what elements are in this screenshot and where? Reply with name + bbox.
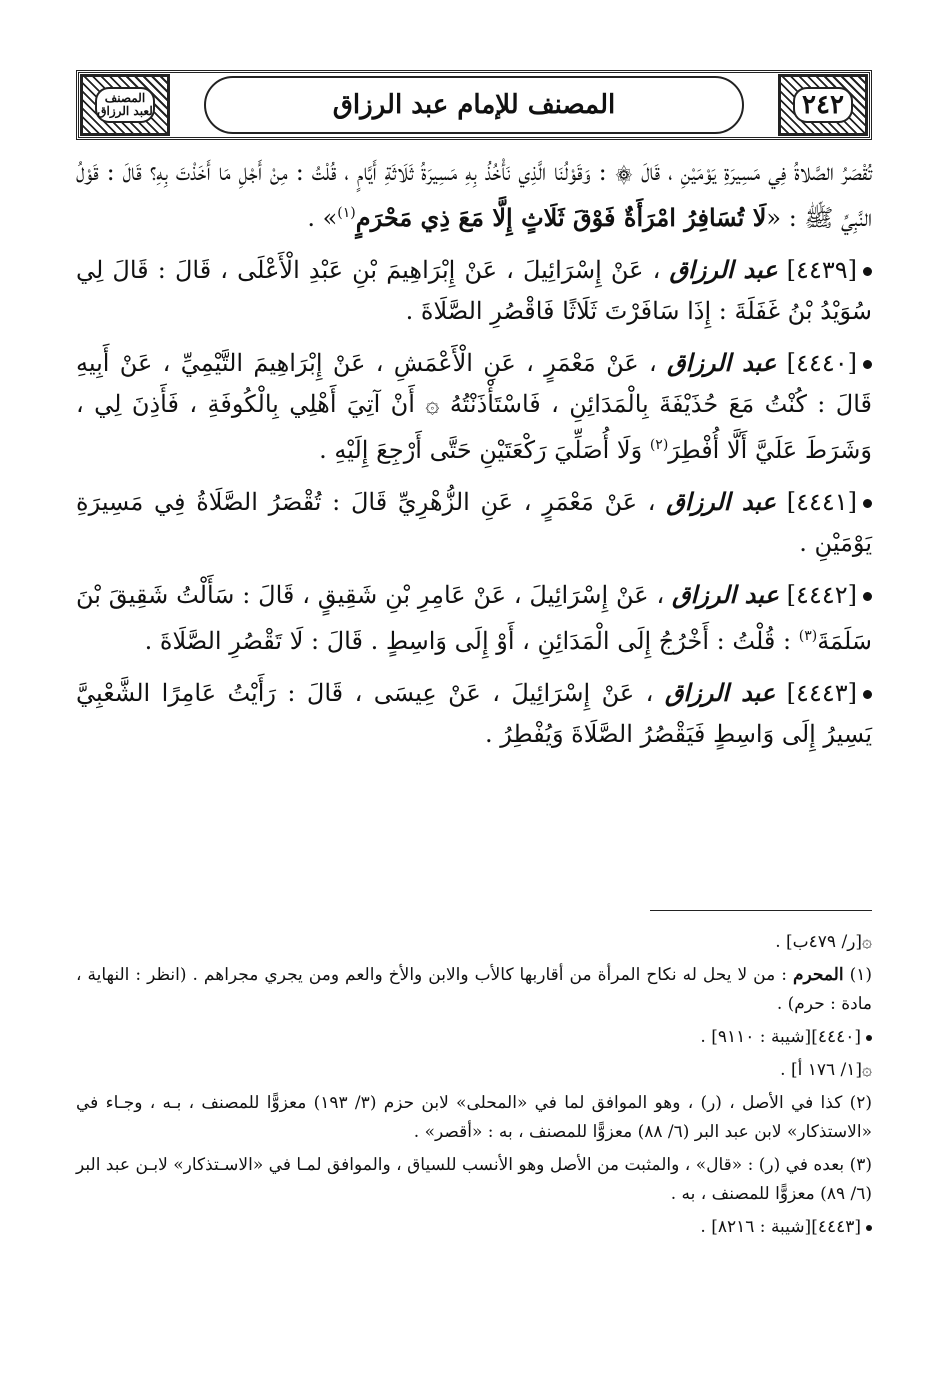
entry-text: ، عَنْ إِسْرَائِيلَ ، عَنْ إِبْرَاهِيمَ بْنِ عَبْدِ الْأَعْلَى ، قَالَ : قَالَ لِي سُوَيْدُ بْنُ غَفَلَةَ : إِذَا سَافَرْتَ ثَلَاثًا فَاقْصُرِ الصَّلَاةَ . <box>76 256 872 325</box>
page-number: ٢٤٢ <box>802 90 844 120</box>
entry-number: [٤٤٤١] <box>786 488 858 516</box>
footnote-label: (٣) <box>849 1155 873 1175</box>
entry-bullet <box>863 267 872 276</box>
footnote-2 <box>76 1089 872 1147</box>
intro-paragraph <box>76 152 872 239</box>
footnote-label: (٢) <box>849 1093 872 1113</box>
entry-number: [٤٤٤٣] <box>786 679 857 707</box>
entry-bullet <box>863 690 872 699</box>
footnote-text: : من لا يحل له نكاح المرأة من أقاربها كالأب والابن والأخ والعم ومن يجري مجراهم . (انظر : النهاية ، مادة : حرم) . <box>76 965 872 1014</box>
entry-text: ، عَنْ إِسْرَائِيلَ ، عَنْ عِيسَى ، قَالَ : رَأَيْتُ عَامِرًا الشَّعْبِيَّ يَسِيرُ إِلَى وَاسِطٍ فَيَقْصُرُ الصَّلَاةَ وَيُفْطِرُ . <box>76 679 872 748</box>
ornament-left-inner <box>95 87 155 123</box>
intro-hadith: لَا تُسَافِرُ امْرَأَةٌ فَوْقَ ثَلَاثٍ إِلَّا مَعَ ذِي مَحْرَمٍ <box>355 203 767 232</box>
source-4443 <box>76 1213 872 1242</box>
entry-text: ، عَنْ إِسْرَائِيلَ ، عَنْ عَامِرِ بْنِ شَقِيقٍ ، قَالَ : سَأَلْتُ شَقِيقَ بْنَ سَلَمَةَ <box>76 581 872 655</box>
entry-text: وَلَا أُصَلِّيَ رَكْعَتَيْنِ حَتَّى أَرْجِعَ إِلَيْهِ . <box>319 436 643 464</box>
entry-4443 <box>76 672 872 755</box>
footnote-marker-1: (١) <box>337 205 356 221</box>
intro-end: » . <box>307 204 338 232</box>
footnote-label: (١) <box>849 965 873 985</box>
page-header <box>76 70 872 140</box>
entry-author: عبد الرزاق <box>669 255 778 284</box>
source-4440 <box>76 1023 872 1052</box>
main-text <box>76 152 872 755</box>
ornament-text: المصنف لعبد الرزاق <box>97 91 153 118</box>
footnotes <box>76 928 872 1246</box>
entry-author: عبد الرزاق <box>664 678 776 707</box>
page-title: المصنف للإمام عبد الرزاق <box>332 90 616 120</box>
footnote-1 <box>76 961 872 1019</box>
footnote-marker-3: (٣) <box>798 628 818 644</box>
entry-number: [٤٤٤٠] <box>786 349 857 377</box>
intro-line1: تُقْصَرُ الصَّلاةُ فِي مَسِيرَةِ يَوْمَيْنِ ، قَالَ ۞ : وَقَوْلُنَا الَّذِي نَأْخُذُ بِهِ مَسِيرَةُ ثَلَاثَةِ أَيَّامٍ ، قُلْتُ : <box>295 158 872 186</box>
folio-ref-2: ۞[١/ ١٧٦ أ] . <box>780 1060 872 1080</box>
entry-text: : قُلْتُ : أَخْرُجُ إِلَى الْمَدَائِنِ ، أَوْ إِلَى وَاسِطٍ . قَالَ : لَا تَقْصُرِ الصَّلَاةَ . <box>144 627 792 655</box>
footnote-term: المحرم <box>792 965 844 985</box>
footnote-separator <box>650 910 872 911</box>
footnote-text: بعده في (ر) : «قال» ، والمثبت من الأصل وهو الأنسب للسياق ، والموافق لمـا في «الاسـتذكار» لابـن عبد البر (٦/ ٨٩) معزوًّا للمصنف ، به . <box>76 1155 872 1204</box>
entry-bullet <box>863 360 872 369</box>
entry-author: عبد الرزاق <box>666 487 776 516</box>
entry-4442 <box>76 574 872 662</box>
header-title-box <box>204 76 744 134</box>
source-text: [٤٤٤٣][شيبة : ٨٢١٦] . <box>700 1217 861 1237</box>
entry-4440 <box>76 342 872 471</box>
source-bullet <box>866 1035 872 1041</box>
entry-author: عبد الرزاق <box>672 580 779 609</box>
footnote-text: كذا في الأصل ، (ر) ، وهو الموافق لما في «المحلى» لابن حزم (٣/ ١٩٣) معزوًّا للمصنف ، بـه ، وجـاء في «الاستذكار» لابن عبد البر (٦/ ٨٨) معزوًّا للمصنف ، به : «أقصر» . <box>76 1093 872 1142</box>
source-bullet <box>866 1225 872 1231</box>
ornament-right <box>778 74 868 136</box>
ornament-left <box>80 74 170 136</box>
entry-author: عبد الرزاق <box>667 348 777 377</box>
source-text: [٤٤٤٠][شيبة : ٩١١٠] . <box>700 1027 861 1047</box>
footnote-3 <box>76 1151 872 1209</box>
entry-4439 <box>76 249 872 332</box>
entry-text: ، عَنْ مَعْمَرٍ ، عَنِ الْأَعْمَشِ ، عَنْ إِبْرَاهِيمَ التَّيْمِيِّ ، عَنْ أَبِيهِ قَالَ : كُنْتُ مَعَ حُذَيْفَةَ بِالْمَدَائِنِ ، فَاسْتَأْذَنْتُهُ ۞ أَنْ آتِيَ أَهْلِي بِالْكُوفَةِ ، فَأَذِنَ لِي ، وَشَرَطَ عَلَيَّ أَلَّا أُفْطِرَ <box>76 349 872 464</box>
entry-bullet <box>863 499 872 508</box>
intro-line2: مِنْ أَجْلِ مَا أَخَذْتَ بِهِ؟ قَالَ : قَوْلُ النَّبِيِّ ﷺ : « <box>76 158 872 232</box>
entry-number: [٤٤٤٢] <box>786 581 857 609</box>
entry-4441 <box>76 481 872 564</box>
entry-number: [٤٤٣٩] <box>786 256 857 284</box>
entry-text: ، عَنْ مَعْمَرٍ ، عَنِ الزُّهْرِيِّ قَالَ : تُقْصَرُ الصَّلَاةُ فِي مَسِيرَةِ يَوْمَيْنِ . <box>76 488 872 557</box>
ornament-right-inner <box>793 87 853 123</box>
entry-bullet <box>863 592 872 601</box>
folio-ref-1: ۞[ر/ ٤٧٩ب] . <box>775 932 872 952</box>
footnote-marker-2: (٢) <box>649 437 669 453</box>
